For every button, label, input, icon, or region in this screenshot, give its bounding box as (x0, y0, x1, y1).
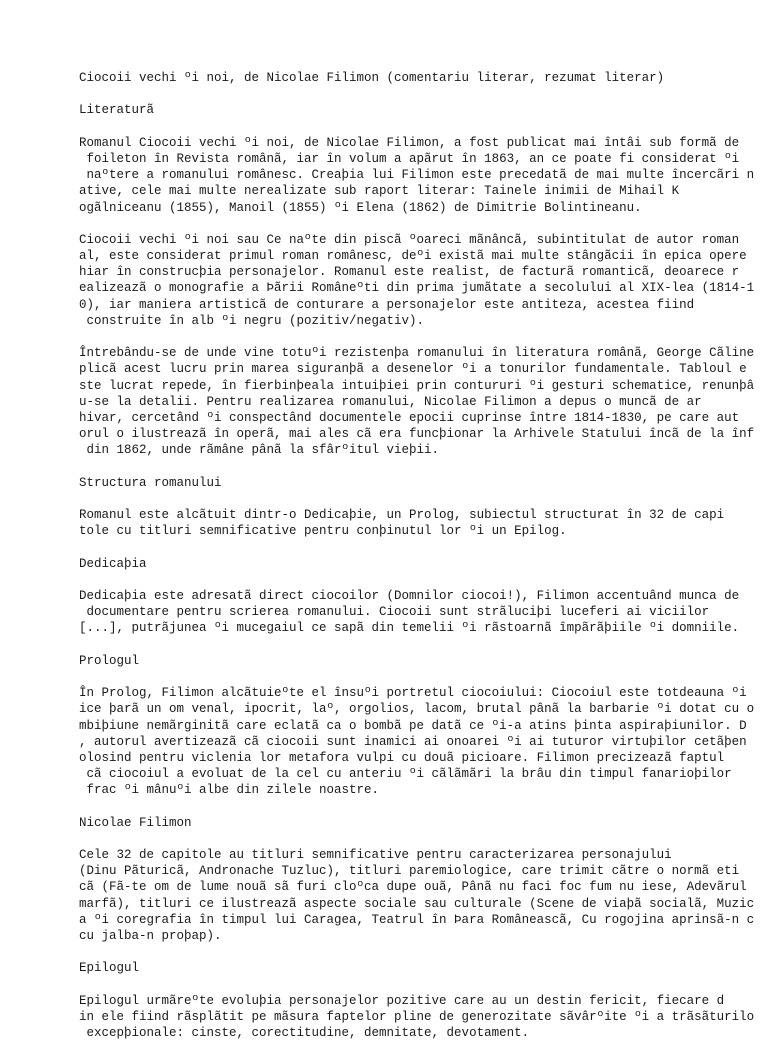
text-line: documentare pentru scrierea romanului. Ciocoii sunt strãluciþi luceferi ai viciilor (79, 605, 710, 620)
text-line: [...], putrãjunea ºi mucegaiul ce sapã din temelii ºi rãstoarnã împãrãþiile ºi domniile. (79, 621, 740, 636)
text-line: Epilogul urmãreºte evoluþia personajelor pozitive care au un destin fericit, fiecare d (79, 993, 725, 1008)
text-line: mbiþiune nemãrginitã care eclatã ca o bombã pe datã ce ºi-a atins þinta aspiraþiunilor. D (79, 718, 747, 733)
paragraph-spacer (79, 459, 768, 475)
section-heading (79, 102, 768, 118)
text-line: Ciocoii vechi ºi noi, de Nicolae Filimon (comentariu literar, rezumat literar) (79, 71, 665, 85)
text-line: Dedicaþia (79, 556, 147, 571)
section-heading (79, 815, 768, 831)
text-line: olosind pentru viclenia lor metafora vulpi cu douã picioare. Filimon precizeazã faptul (79, 750, 725, 765)
text-line: Întrebându-se de unde vine totuºi rezistenþa romanului în literatura românã, George Cãline (79, 346, 755, 361)
text-line: ative, cele mai multe nerealizate sub raport literar: Tainele inimii de Mihail K (79, 184, 680, 199)
text-line: , autorul avertizeazã cã ciocoii sunt inamici ai onoarei ºi ai tuturor virtuþilor cetãþen (79, 734, 747, 749)
paragraph (79, 135, 768, 216)
text-line: Epilogul (79, 961, 140, 976)
section-heading (79, 475, 768, 491)
paragraph-spacer (79, 669, 768, 685)
text-line: Dedicaþia este adresatã direct ciocoilor (Domnilor ciocoi!), Filimon accentuând munca de (79, 589, 740, 603)
paragraph (79, 507, 768, 539)
text-line: Prologul (79, 653, 140, 668)
paragraph-spacer (79, 637, 768, 653)
paragraph-spacer (79, 86, 768, 102)
text-line: 0), iar maniera artisticã de conturare a personajelor este antiteza, acestea fiind (79, 297, 695, 312)
text-line: excepþionale: cinste, corectitudine, demnitate, devotament. (79, 1026, 530, 1041)
text-line: Romanul Ciocoii vechi ºi noi, de Nicolae Filimon, a fost publicat mai întâi sub formã de (79, 135, 740, 150)
text-line: marfã), titluri ce ilustreazã aspecte sociale sau culturale (Scene de viaþã socialã, Muzic (79, 896, 755, 911)
text-line: tole cu titluri semnificative pentru conþinutul lor ºi un Epilog. (79, 524, 567, 539)
text-line: ice þarã un om venal, ipocrit, laº, orgolios, lacom, brutal pânã la barbarie ºi dotat cu o (79, 702, 755, 717)
section-heading (79, 960, 768, 976)
paragraph-spacer (79, 798, 768, 814)
text-line: hiar în construcþia personajelor. Romanul este realist, de facturã romanticã, deoarece r (79, 265, 740, 280)
paragraph-spacer (79, 491, 768, 507)
paragraph-spacer (79, 216, 768, 232)
text-line: ste lucrat repede, în fierbinþeala intuiþiei prin contururi ºi gesturi schematice, renunþâ (79, 378, 755, 393)
paragraph (79, 847, 768, 944)
text-line: cã (Fã-te om de lume nouã sã furi cloºca dupe ouã, Pânã nu faci foc fum nu iese, Adevãrul (79, 880, 747, 895)
paragraph (79, 588, 768, 637)
text-line: al, este considerat primul roman românesc, deºi existã mai multe stângãcii în epica opere (79, 249, 747, 264)
text-line: in ele fiind rãsplãtit pe mãsura faptelor pline de generozitate sãvârºite ºi a trãsãturilo (79, 1009, 755, 1024)
section-heading (79, 556, 768, 572)
text-line: Literaturã (79, 103, 155, 118)
text-line: Romanul este alcãtuit dintr-o Dedicaþie, un Prolog, subiectul structurat în 32 de capi (79, 508, 725, 523)
text-line: hivar, cercetând ºi conspectând documentele epocii cuprinse între 1814-1830, pe care aut (79, 410, 740, 425)
paragraph-spacer (79, 539, 768, 555)
text-line: cu jalba-n proþap). (79, 928, 222, 943)
text-line: cã ciocoiul a evoluat de la cel cu anteriu ºi cãlãmãri la brâu din timpul fanarioþilor (79, 767, 732, 782)
text-line: frac ºi mânuºi albe din zilele noastre. (79, 783, 380, 798)
paragraph-spacer (79, 831, 768, 847)
text-line: u-se la detalii. Pentru realizarea romanului, Nicolae Filimon a depus o muncã de ar (79, 394, 702, 409)
paragraph-spacer (79, 119, 768, 135)
text-line: naºtere a romanului românesc. Creaþia lui Filimon este precedatã de mai multe încercãri n (79, 168, 755, 183)
text-line: ealizeazã o monografie a Þãrii Româneºti din prima jumãtate a secolului al XIX-lea (1814-1 (79, 281, 755, 296)
text-line: ogãlniceanu (1855), Manoil (1855) ºi Elena (1862) de Dimitrie Bolintineanu. (79, 200, 642, 215)
paragraph-spacer (79, 944, 768, 960)
text-line: Nicolae Filimon (79, 815, 192, 830)
text-line: Structura romanului (79, 475, 222, 490)
paragraph-spacer (79, 572, 768, 588)
text-line: plicã acest lucru prin marea siguranþã a desenelor ºi a tonurilor fundamentale. Tabloul e (79, 362, 747, 377)
text-line: Ciocoii vechi ºi noi sau Ce naºte din piscã ºoareci mãnâncã, subintitulat de autor roman (79, 232, 740, 247)
paragraph (79, 232, 768, 329)
text-line: foileton în Revista românã, iar în volum a apãrut în 1863, an ce poate fi considerat ºi (79, 151, 740, 166)
text-line: (Dinu Pãturicã, Andronache Tuzluc), titluri paremiologice, care trimit cãtre o normã eti (79, 864, 740, 879)
text-line: orul o ilustreazã în operã, mai ales cã era funcþionar la Arhivele Statului încã de la înf (79, 427, 755, 442)
paragraph (79, 685, 768, 798)
text-line: În Prolog, Filimon alcãtuieºte el însuºi portretul ciocoiului: Ciocoiul este totdeauna ºi (79, 686, 747, 701)
section-heading (79, 653, 768, 669)
paragraph-spacer (79, 329, 768, 345)
text-line: din 1862, unde rãmâne pânã la sfârºitul vieþii. (79, 443, 440, 458)
paragraph (79, 345, 768, 458)
text-line: a ºi coregrafia în timpul lui Caragea, Teatrul în Þara Româneascã, Cu rogojina aprinsã-n c (79, 912, 755, 927)
section-heading (79, 70, 768, 86)
paragraph-spacer (79, 977, 768, 993)
text-line: construite în alb ºi negru (pozitiv/negativ). (79, 313, 425, 328)
paragraph (79, 993, 768, 1041)
text-line: Cele 32 de capitole au titluri semnificative pentru caracterizarea personajului (79, 848, 672, 862)
document-body (79, 70, 768, 1041)
